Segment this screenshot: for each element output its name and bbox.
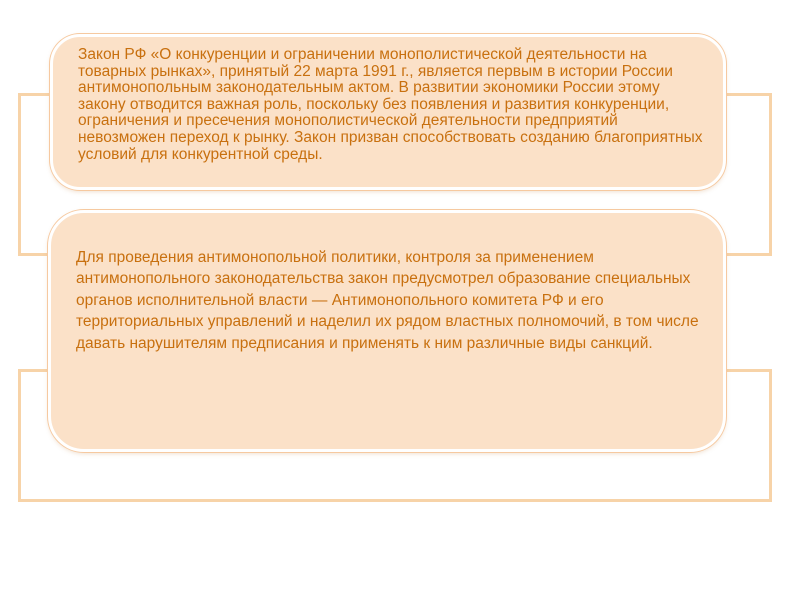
law-intro-paragraph: Закон РФ «О конкуренции и ограничении монополистической деятельности на товарных рынках», принятый 22 марта 1991 г., является первым в истории России антимонопольным законодательным актом. В развитии экономики России этому закону отводится важная роль, поскольку без появления и развития конкуренции, ограничения и пресечения монополистической деятельности предприятий невозможен переход к рынку. Закон призван способствовать созданию благоприятных условий для конкурентной среды. bbox=[78, 46, 703, 163]
text-block-law-intro bbox=[50, 34, 726, 190]
text-block-antimonopoly-bodies bbox=[48, 210, 726, 452]
antimonopoly-bodies-paragraph: Для проведения антимонопольной политики, контроля за применением антимонопольного законодательства закон предусмотрел образование специальных органов исполнительной власти — Антимонопольного комитета РФ и его территориальных управлений и наделил их рядом властных полномочий, в том числе давать нарушителям предписания и применять к ним различные виды санкций. bbox=[76, 249, 699, 352]
